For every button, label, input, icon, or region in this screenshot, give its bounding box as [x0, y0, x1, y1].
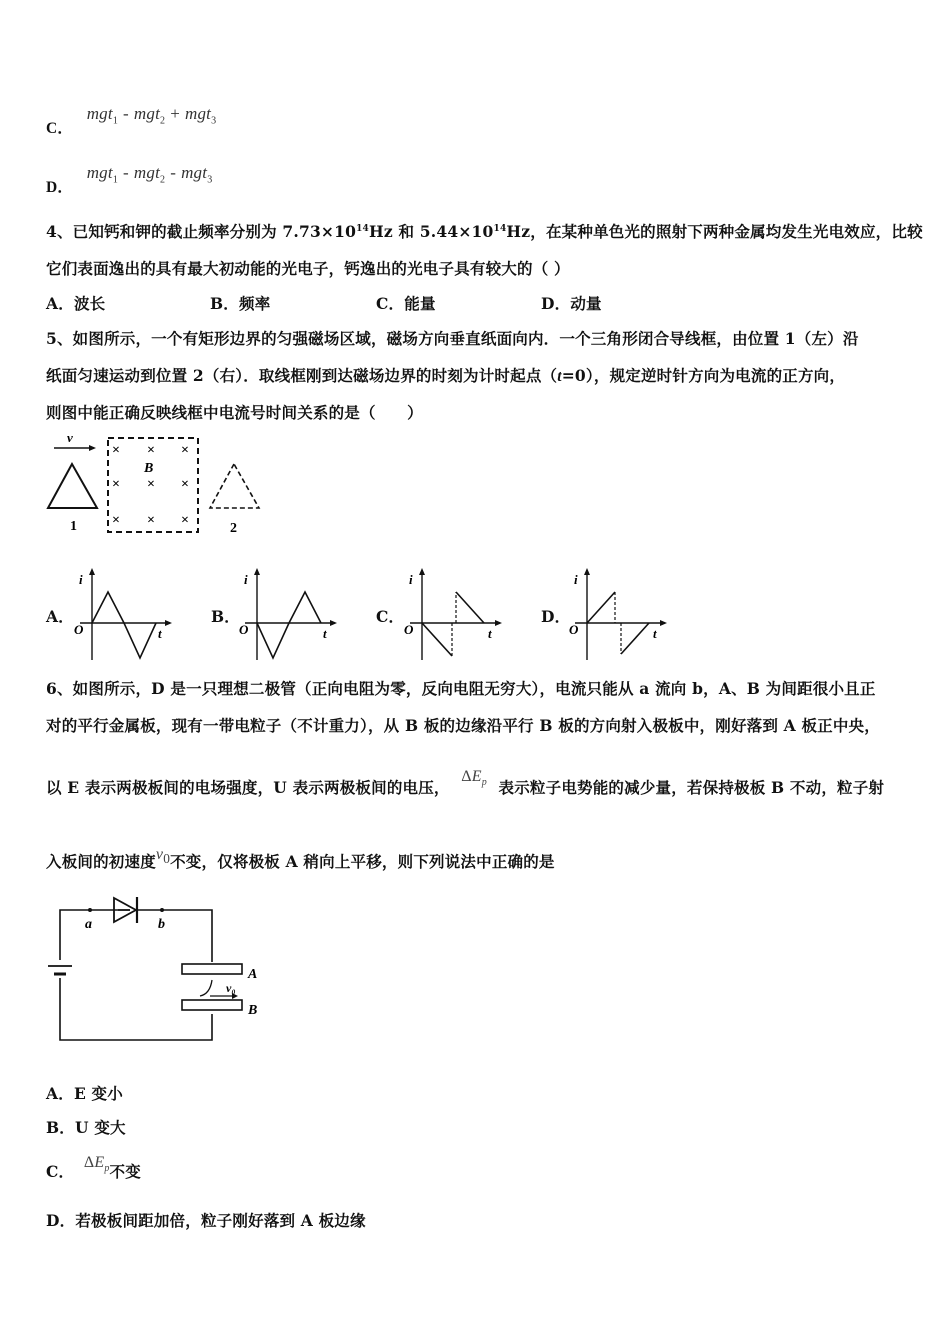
q6-option-a[interactable]: A．E 变小 [46, 1084, 123, 1103]
q3-option-c-label: C． [46, 120, 74, 137]
current-curve [587, 592, 615, 623]
q5-option-d-graph[interactable] [565, 566, 675, 662]
q5-option-c-graph[interactable] [400, 566, 505, 662]
position-2-label: 2 [230, 521, 237, 536]
triangle-position-2 [210, 464, 259, 508]
svg-text:t: t [653, 626, 657, 641]
svg-text:i: i [244, 572, 248, 587]
delta-ep-symbol: $\Delta E_p$ [461, 768, 487, 789]
q6-stem-line1: 6、如图所示，D 是一只理想二极管（正向电阻为零，反向电阻无穷大），电流只能从 a 流向 b，A、B 为间距很小且正 [46, 679, 876, 698]
cross-mark: × [181, 513, 189, 528]
circuit-wire [60, 910, 130, 960]
triangle-position-1 [48, 464, 97, 508]
q5-option-a-graph[interactable] [70, 566, 175, 662]
svg-text:O: O [404, 622, 414, 637]
plate-b [182, 1000, 242, 1010]
cross-mark: × [147, 443, 155, 458]
svg-text:A: A [248, 967, 258, 982]
cross-mark: × [147, 513, 155, 528]
velocity-label: v [67, 430, 73, 445]
velocity-arrowhead [89, 445, 96, 451]
current-curve [92, 592, 156, 658]
q4-option-b[interactable]: B．频率 [210, 294, 271, 313]
position-1-label: 1 [70, 519, 77, 534]
node-a [88, 908, 92, 912]
svg-text:i: i [79, 572, 83, 587]
cross-mark: × [181, 443, 189, 458]
cross-mark: × [181, 477, 189, 492]
svg-text:v₀: v₀ [226, 981, 236, 995]
q6-stem-line4: 入板间的初速度$v_0$不变，仅将极板 A 稍向上平移，则下列说法中正确的是 [46, 846, 555, 871]
cross-mark: × [147, 477, 155, 492]
q5-option-b-label[interactable]: B． [211, 607, 241, 626]
q3-option-d[interactable] [46, 163, 213, 196]
q4-option-c[interactable]: C．能量 [376, 294, 436, 313]
q6-option-b[interactable]: B．U 变大 [46, 1118, 126, 1137]
q6-option-c[interactable]: C． $\Delta E_p$不变 [46, 1154, 141, 1181]
circuit-wire [137, 910, 212, 962]
cross-mark: × [112, 443, 120, 458]
svg-text:i: i [574, 572, 578, 587]
plate-a [182, 964, 242, 974]
svg-text:t: t [158, 626, 162, 641]
node-b [160, 908, 164, 912]
circuit-wire [60, 978, 212, 1040]
svg-text:b: b [158, 917, 165, 932]
q5-option-d-label[interactable]: D． [541, 607, 571, 626]
q5-option-b-graph[interactable] [235, 566, 340, 662]
svg-text:O: O [569, 622, 579, 637]
q5-field-figure [40, 428, 280, 540]
svg-text:i: i [409, 572, 413, 587]
cross-mark: × [112, 513, 120, 528]
q3-option-c[interactable] [46, 104, 217, 137]
q4-option-a[interactable]: A．波长 [46, 294, 106, 313]
q4-stem-line1: 4、已知钙和钾的截止频率分别为 $7.73\times 10^{14}Hz$ 和 $5.44\times 10^{14}Hz$，在某种单色光的照射下两种金属均发生光电效应，比较 [46, 222, 923, 241]
q6-stem-line3: 以 E 表示两极板间的电场强度，U 表示两极板间的电压， $\Delta E_p$ 表示粒子电势能的减少量，若保持极板 B 不动，粒子射 [46, 768, 885, 797]
cross-mark: × [112, 477, 120, 492]
svg-text:O: O [74, 622, 84, 637]
q5-stem-line3: 则图中能正确反映线框中电流号时间关系的是（ ） [46, 403, 423, 422]
svg-text:O: O [239, 622, 249, 637]
q6-option-d[interactable]: D．若极板间距加倍，粒子刚好落到 A 板边缘 [46, 1211, 366, 1230]
svg-text:t: t [323, 626, 327, 641]
q4-option-d[interactable]: D．动量 [541, 294, 602, 313]
q3-option-d-formula: mgt$_1$ - mgt$_2$ - mgt$_3$ [86, 163, 213, 186]
q5-option-c-label[interactable]: C． [376, 607, 405, 626]
svg-text:a: a [85, 917, 92, 932]
current-curve [422, 623, 452, 656]
q4-stem-line2: 它们表面逸出的具有最大初动能的光电子，钙逸出的光电子具有较大的（ ） [46, 259, 570, 278]
q5-stem-line1: 5、如图所示，一个有矩形边界的匀强磁场区域，磁场方向垂直纸面向内．一个三角形闭合导线框，由位置 1（左）沿 [46, 329, 859, 348]
svg-text:t: t [488, 626, 492, 641]
q3-option-d-label: D． [46, 179, 74, 196]
svg-text:B: B [248, 1003, 258, 1018]
q6-circuit-diagram [40, 888, 280, 1058]
field-crosses [112, 443, 189, 528]
particle-trajectory [200, 980, 212, 996]
current-curve [257, 592, 321, 658]
q6-stem-line2: 对的平行金属板，现有一带电粒子（不计重力），从 B 板的边缘沿平行 B 板的方向射入极板中，刚好落到 A 板正中央， [46, 716, 880, 735]
q5-option-a-label[interactable]: A． [46, 607, 74, 626]
v0-symbol: $v_0$ [155, 846, 171, 867]
field-b-label: B [144, 461, 154, 476]
q5-stem-line2: 纸面匀速运动到位置 2（右）．取线框刚到达磁场边界的时刻为计时起点（t=0），规定逆时针方向为电流的正方向， [46, 366, 846, 385]
delta-ep-symbol: $\Delta E_p$ [83, 1154, 110, 1175]
q3-option-c-formula: mgt$_1$ - mgt$_2$ + mgt$_3$ [86, 104, 217, 127]
